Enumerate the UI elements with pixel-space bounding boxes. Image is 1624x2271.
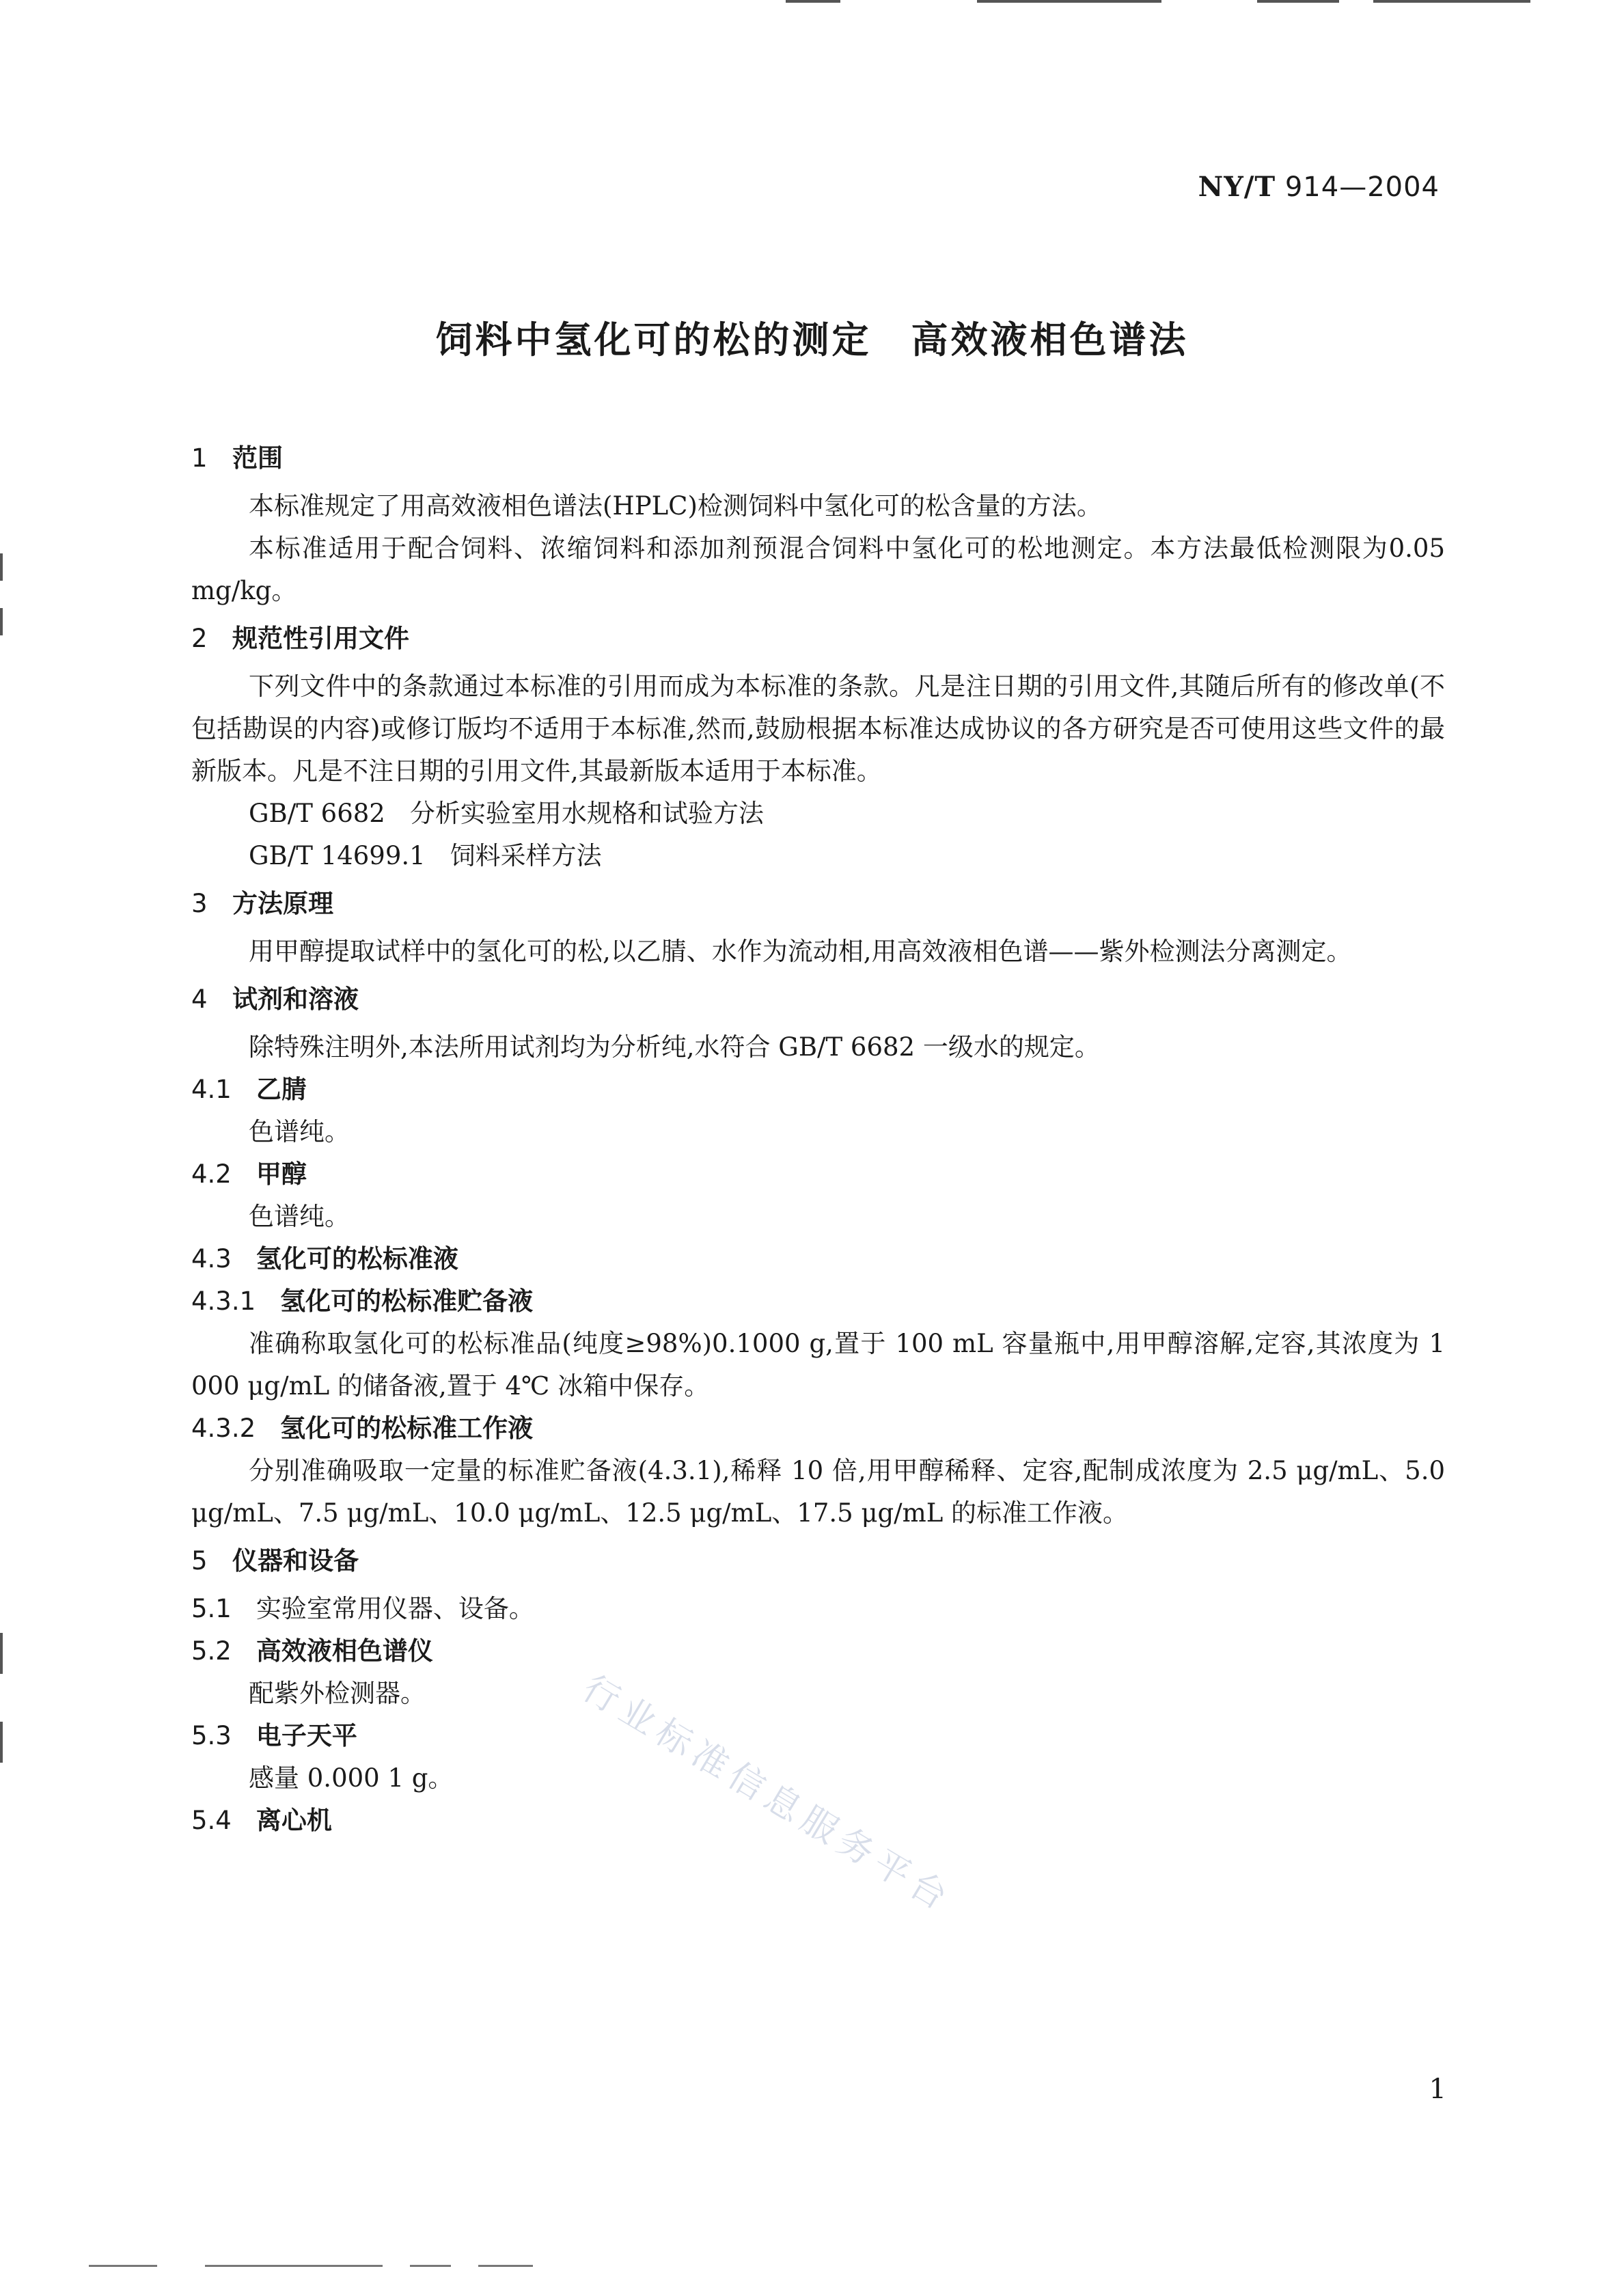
paragraph: 准确称取氢化可的松标准品(纯度≥98%)0.1000 g,置于 100 mL 容量瓶中,用甲醇溶解,定容,其浓度为 1 000 μg/mL 的储备液,置于 4℃ 冰箱中保存。 [191, 1329, 1445, 1401]
scan-artifact [0, 1722, 3, 1763]
paragraph: 本标准规定了用高效液相色谱法(HPLC)检测饲料中氢化可的松含量的方法。 [249, 491, 1102, 521]
scan-artifact [0, 608, 3, 635]
document-title: 饲料中氢化可的松的测定 高效液相色谱法 [435, 318, 1189, 361]
scan-artifact [1373, 0, 1530, 3]
subsection-heading: 5.3 电子天平 [191, 1721, 357, 1750]
subsection-heading: 5.4 离心机 [191, 1806, 332, 1835]
reference-item: GB/T 6682 分析实验室用水规格和试验方法 [249, 799, 764, 828]
scan-artifact [410, 2265, 451, 2267]
section-heading: 1 范围 [191, 443, 283, 473]
subsection-heading: 4.1 乙腈 [191, 1075, 307, 1104]
scan-artifact [0, 553, 3, 581]
scan-artifact [478, 2265, 533, 2267]
section-heading: 2 规范性引用文件 [191, 624, 409, 653]
document-body [191, 437, 1445, 1842]
paragraph: 色谱纯。 [249, 1202, 350, 1231]
subsection-heading: 5.2 高效液相色谱仪 [191, 1636, 433, 1666]
reference-item: GB/T 14699.1 饲料采样方法 [249, 841, 602, 870]
scan-artifact [786, 0, 840, 3]
paragraph: 除特殊注明外,本法所用试剂均为分析纯,水符合 GB/T 6682 一级水的规定。 [249, 1032, 1100, 1062]
subsection-heading: 5.1 实验室常用仪器、设备。 [191, 1594, 534, 1623]
paragraph: 下列文件中的条款通过本标准的引用而成为本标准的条款。凡是注日期的引用文件,其随后所有的修改单(不包括勘误的内容)或修订版均不适用于本标准,然而,鼓励根据本标准达成协议的各方研究是否可使用这些文件的最新版本。凡是不注日期的引用文件,其最新版本适用于本标准。 [191, 672, 1445, 786]
scan-artifact [977, 0, 1161, 3]
paragraph: 色谱纯。 [249, 1117, 350, 1146]
page-number: 1 [1429, 2074, 1446, 2105]
scan-artifact [0, 1633, 3, 1674]
scan-artifact [205, 2265, 383, 2267]
paragraph: 感量 0.000 1 g。 [249, 1763, 454, 1793]
section-heading: 4 试剂和溶液 [191, 985, 359, 1014]
section-heading: 5 仪器和设备 [191, 1546, 359, 1575]
scan-artifact [1257, 0, 1339, 3]
subsection-heading: 4.3.1 氢化可的松标准贮备液 [191, 1286, 534, 1316]
section-heading: 3 方法原理 [191, 889, 333, 918]
subsection-heading: 4.3 氢化可的松标准液 [191, 1244, 458, 1274]
subsection-heading: 4.2 甲醇 [191, 1159, 307, 1189]
paragraph: 配紫外检测器。 [249, 1679, 426, 1708]
subsection-heading: 4.3.2 氢化可的松标准工作液 [191, 1414, 534, 1443]
paragraph: 本标准适用于配合饲料、浓缩饲料和添加剂预混合饲料中氢化可的松地测定。本方法最低检测限为0.05 mg/kg。 [191, 534, 1445, 605]
paragraph: 用甲醇提取试样中的氢化可的松,以乙腈、水作为流动相,用高效液相色谱——紫外检测法分离测定。 [249, 937, 1352, 966]
watermark: 行业标准信息服务平台 [575, 1668, 960, 1921]
standard-code: NY/T 914—2004 [1198, 171, 1440, 203]
paragraph: 分别准确吸取一定量的标准贮备液(4.3.1),稀释 10 倍,用甲醇稀释、定容,配制成浓度为 2.5 μg/mL、5.0 μg/mL、7.5 μg/mL、10.0 μg/mL、12.5 μg/mL、17.5 μg/mL 的标准工作液。 [191, 1456, 1445, 1528]
scan-artifact [89, 2265, 157, 2267]
